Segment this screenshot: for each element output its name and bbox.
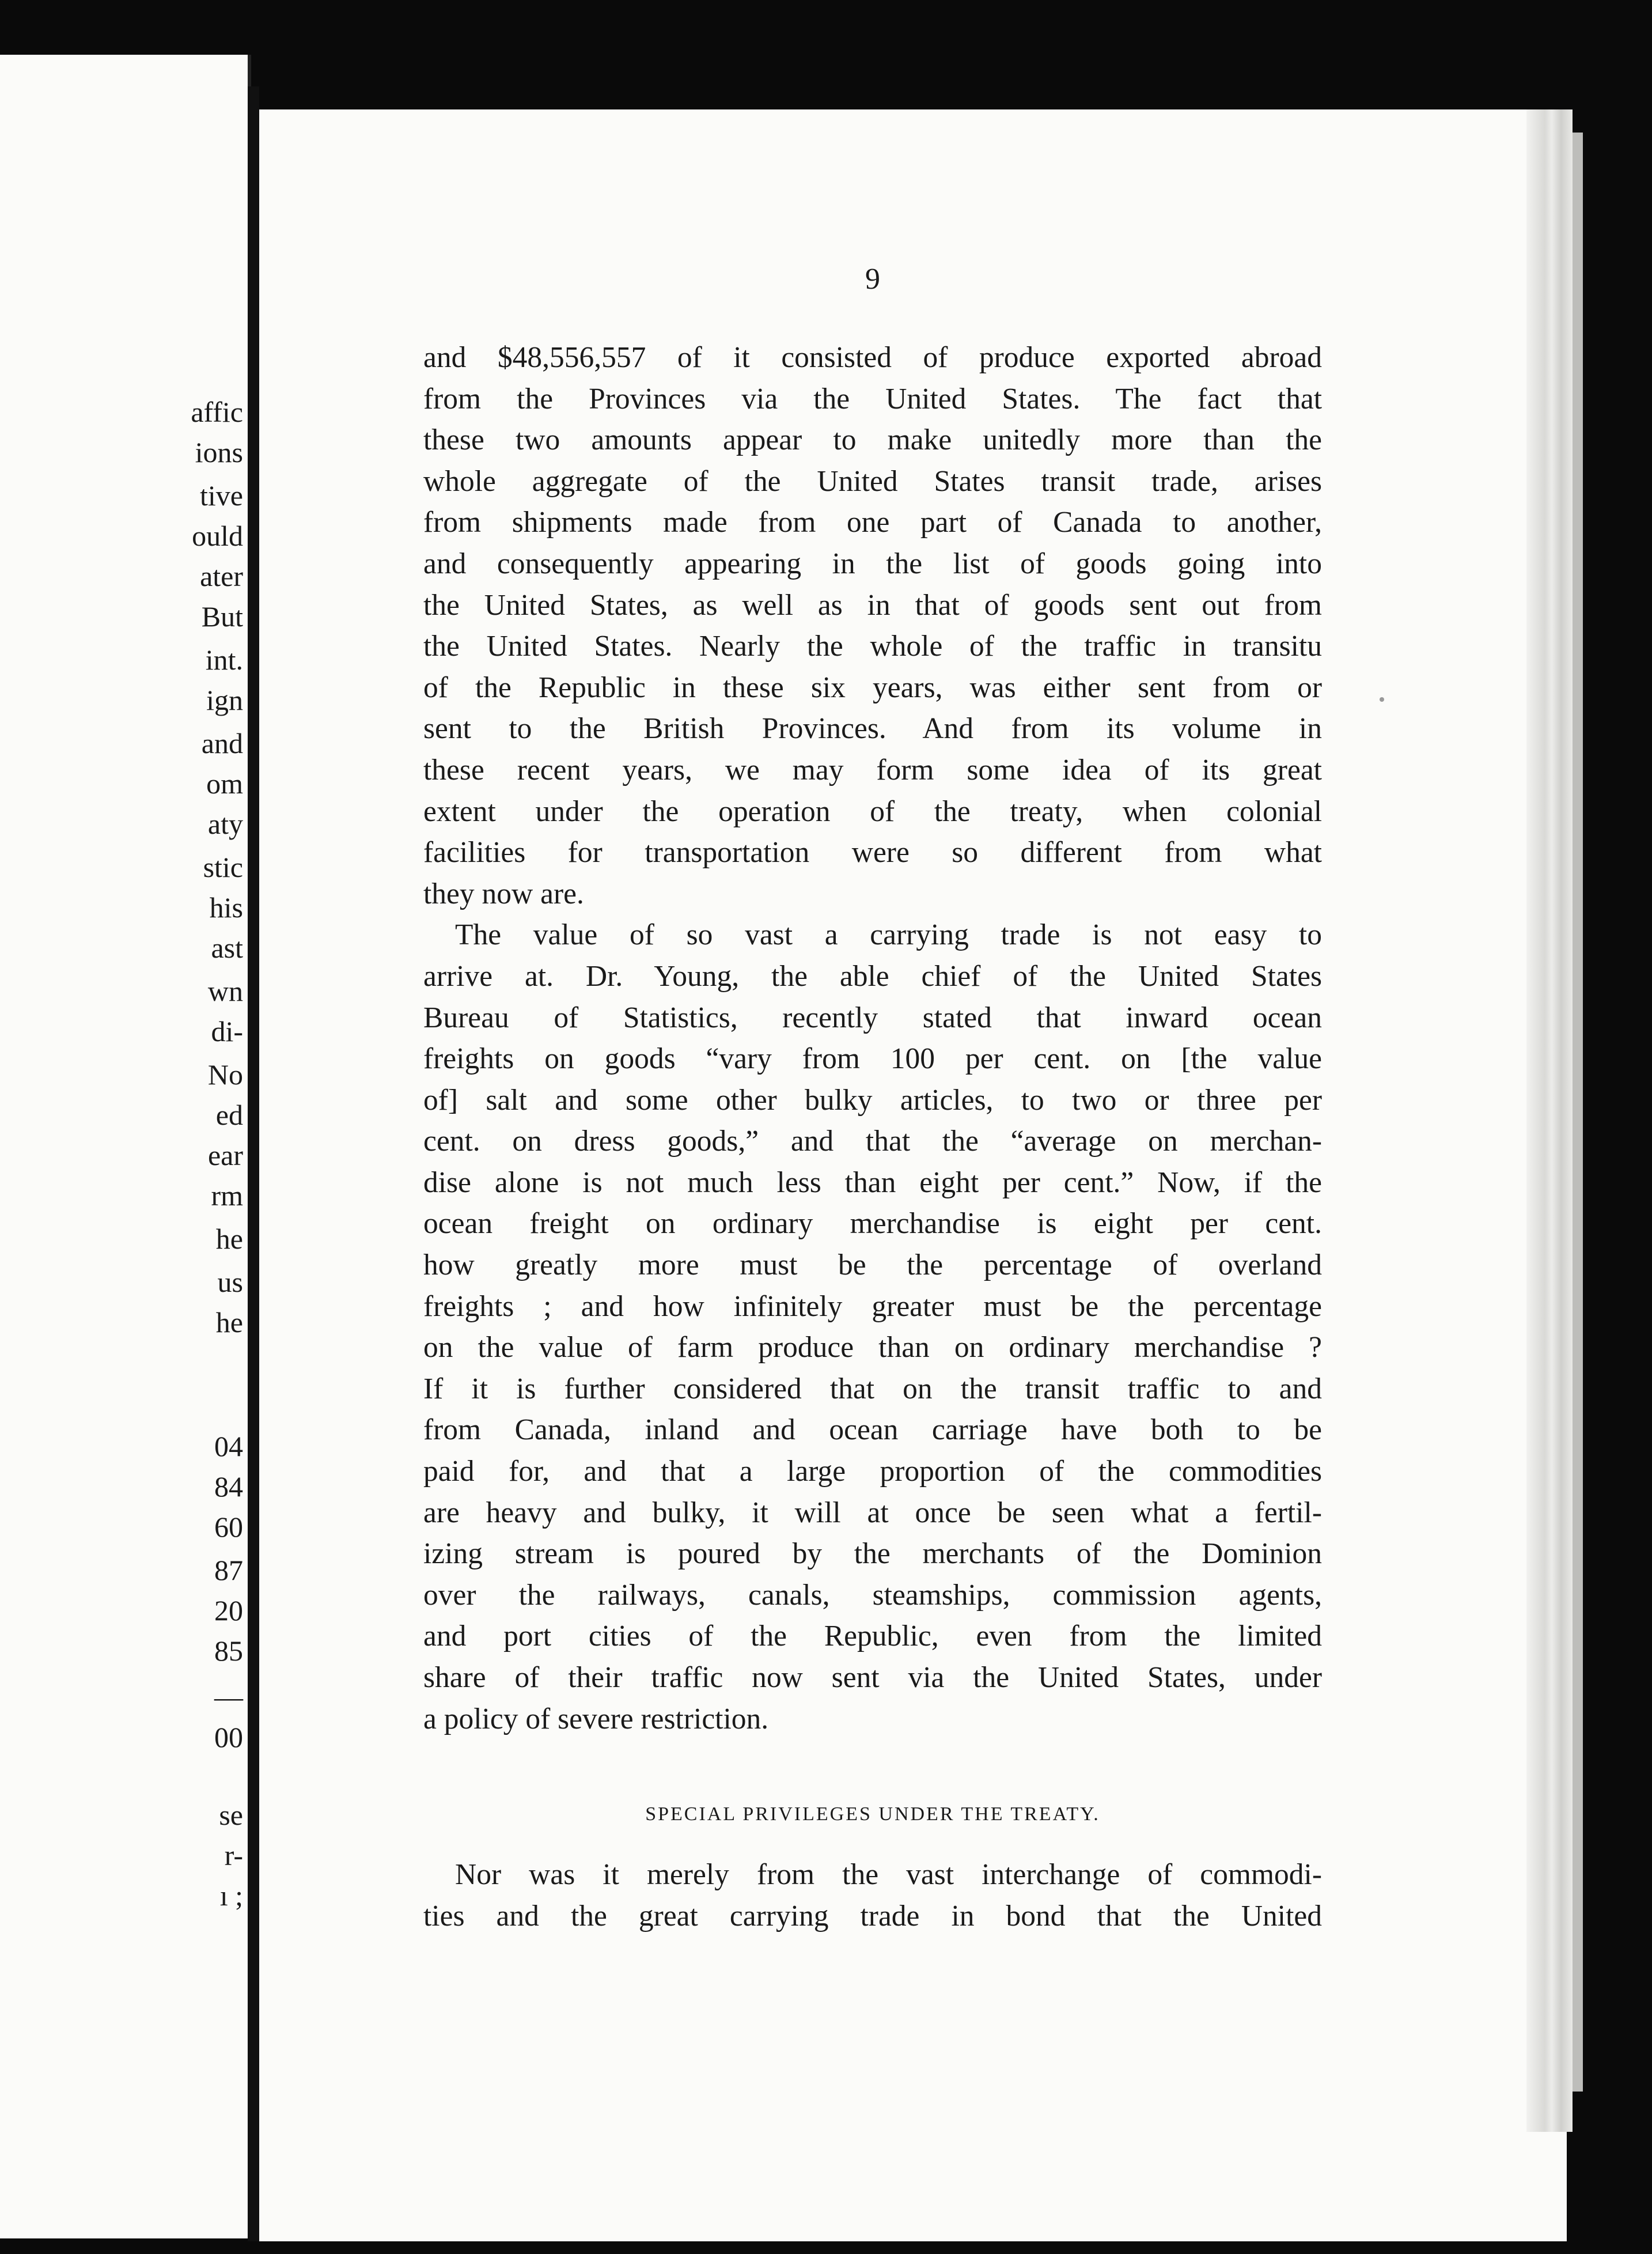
text-line: the United States, as well as in that of goods sent out from: [423, 588, 1322, 622]
text-line: cent. on dress goods,” and that the “average on merchan-: [423, 1125, 1322, 1158]
text-line: from Canada, inland and ocean carriage have both to be: [423, 1413, 1322, 1447]
text-line: dise alone is not much less than eight per cent.” Now, if the: [423, 1166, 1322, 1199]
text-line: the United States. Nearly the whole of the traffic in transitu: [423, 630, 1322, 663]
left-page: [0, 55, 251, 2238]
paragraph-3: [423, 1854, 1322, 1937]
margin-fragment: us: [217, 1266, 243, 1298]
text-line: over the railways, canals, steamships, commission agents,: [423, 1578, 1322, 1612]
margin-fragment: 60: [214, 1511, 243, 1543]
page-edge-stack: [1526, 109, 1573, 2132]
text-line: ocean freight on ordinary merchandise is eight per cent.: [423, 1207, 1322, 1241]
text-line: these recent years, we may form some idea of its great: [423, 753, 1322, 786]
text-line: facilities for transportation were so different from what: [423, 836, 1322, 869]
margin-fragment: wn: [207, 975, 243, 1007]
margin-fragment: affic: [191, 396, 243, 428]
page-number: 9: [865, 263, 880, 296]
paragraph-1: [423, 337, 1322, 914]
text-line: on the value of farm produce than on ordinary merchandise ?: [423, 1331, 1322, 1364]
margin-fragment: he: [215, 1223, 243, 1255]
margin-fragment: aty: [207, 808, 243, 840]
margin-fragment: and: [201, 727, 243, 759]
margin-fragment: r-: [224, 1839, 243, 1871]
text-line: of the Republic in these six years, was either sent from or: [423, 671, 1322, 704]
margin-fragment: 00: [214, 1721, 243, 1753]
text-line: share of their traffic now sent via the United States, under: [423, 1661, 1322, 1694]
margin-fragment: ı ;: [219, 1879, 243, 1912]
section-heading: SPECIAL PRIVILEGES UNDER THE TREATY.: [645, 1803, 1100, 1825]
text-line: ties and the great carrying trade in bond that the United: [423, 1899, 1322, 1932]
margin-fragment: his: [209, 891, 243, 924]
margin-fragment: di-: [211, 1015, 243, 1047]
margin-fragment: 20: [214, 1594, 243, 1627]
text-line: are heavy and bulky, it will at once be seen what a fertil-: [423, 1496, 1322, 1529]
margin-fragment: ions: [195, 436, 243, 468]
margin-fragment: 84: [214, 1470, 243, 1503]
text-line: of] salt and some other bulky articles, to two or three per: [423, 1083, 1322, 1117]
margin-fragment: int.: [205, 644, 243, 676]
text-line: they now are.: [423, 877, 584, 910]
paper-speck: [1380, 697, 1384, 702]
margin-fragment: 87: [214, 1554, 243, 1586]
margin-fragment: stic: [203, 851, 243, 883]
margin-fragment: ater: [200, 560, 243, 592]
margin-fragment: But: [201, 600, 243, 633]
text-line: from shipments made from one part of Canada to another,: [423, 506, 1322, 539]
margin-fragment: tive: [200, 479, 243, 512]
text-line: paid for, and that a large proportion of the commodities: [423, 1455, 1322, 1488]
text-line: and port cities of the Republic, even from the limited: [423, 1620, 1322, 1653]
text-line: and consequently appearing in the list of goods going into: [423, 547, 1322, 580]
text-line: a policy of severe restriction.: [423, 1702, 769, 1735]
text-line: freights on goods “vary from 100 per cent. on [the value: [423, 1042, 1322, 1076]
margin-fragment: ast: [211, 932, 243, 964]
margin-fragment: om: [206, 767, 243, 800]
text-line: arrive at. Dr. Young, the able chief of the United States: [423, 959, 1322, 993]
margin-fragment: rm: [211, 1179, 243, 1212]
margin-fragment: ed: [215, 1099, 243, 1131]
text-line: and $48,556,557 of it consisted of produce exported abroad: [423, 341, 1322, 374]
margin-fragment: se: [219, 1799, 243, 1831]
body-text-continued: [423, 1854, 1322, 1937]
text-line: Nor was it merely from the vast interchange of commodi-: [455, 1858, 1322, 1891]
margin-fragment: ear: [207, 1139, 243, 1171]
text-line: If it is further considered that on the transit traffic to and: [423, 1372, 1322, 1405]
margin-fragment: —: [214, 1681, 243, 1713]
margin-fragment: 04: [214, 1430, 243, 1462]
text-line: from the Provinces via the United States. The fact that: [423, 382, 1322, 415]
text-line: The value of so vast a carrying trade is not easy to: [455, 918, 1322, 952]
text-line: sent to the British Provinces. And from its volume in: [423, 712, 1322, 746]
text-line: how greatly more must be the percentage of overland: [423, 1249, 1322, 1282]
margin-fragment: 85: [214, 1635, 243, 1667]
margin-fragment: No: [207, 1058, 243, 1091]
margin-fragment: ign: [206, 684, 243, 716]
text-line: freights ; and how infinitely greater must be the percentage: [423, 1289, 1322, 1323]
text-line: whole aggregate of the United States transit trade, arises: [423, 464, 1322, 498]
text-line: Bureau of Statistics, recently stated that inward ocean: [423, 1001, 1322, 1034]
page-edge-shadow: [1573, 133, 1583, 2092]
book-gutter: [248, 86, 259, 2241]
body-text: [423, 337, 1322, 1739]
text-line: these two amounts appear to make unitedly more than the: [423, 423, 1322, 457]
margin-fragment: he: [215, 1306, 243, 1338]
paragraph-2: [423, 914, 1322, 1739]
margin-fragment: ould: [192, 520, 243, 552]
text-line: izing stream is poured by the merchants of the Dominion: [423, 1537, 1322, 1571]
text-line: extent under the operation of the treaty, when colonial: [423, 795, 1322, 828]
